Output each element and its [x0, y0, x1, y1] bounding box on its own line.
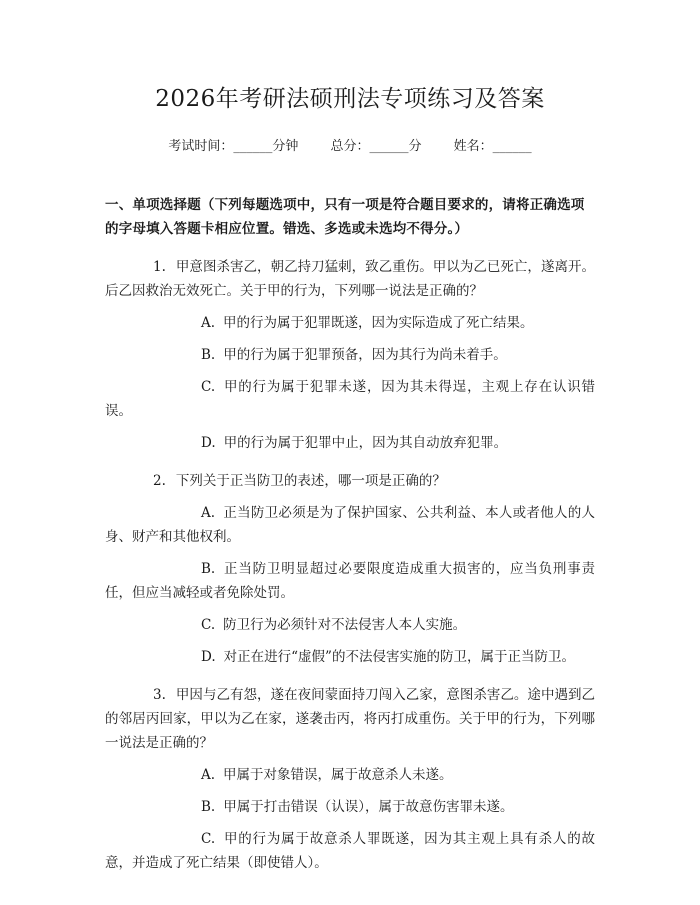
question-stem — [105, 255, 595, 303]
option-letter: C. — [201, 617, 216, 633]
option-text: 甲的行为属于故意杀人罪既遂，因为其主观上具有杀人的故意，并造成了死亡结果（即使错人）。 — [105, 831, 595, 871]
total-score-field: 总分：______分 — [330, 139, 422, 154]
question-stem — [105, 469, 595, 493]
question-1 — [105, 255, 595, 455]
document-title: 2026年考研法硕刑法专项练习及答案 — [155, 86, 545, 112]
option-c — [105, 375, 595, 423]
option-letter: C. — [201, 379, 216, 395]
question-number: 1. — [153, 259, 166, 275]
option-b — [105, 343, 595, 367]
exam-meta-line — [105, 137, 595, 157]
option-text: 甲的行为属于犯罪预备，因为其行为尚未着手。 — [223, 347, 507, 363]
option-d — [105, 431, 595, 455]
question-text: 甲因与乙有怨，遂在夜间蒙面持刀闯入乙家，意图杀害乙。途中遇到乙的邻居丙回家，甲以为乙在家，遂袭击丙，将丙打成重伤。关于甲的行为，下列哪一说法是正确的？ — [105, 687, 595, 751]
option-letter: B. — [201, 561, 216, 577]
section-heading-line-2: 的字母填入答题卡相应位置。错选、多选或未选均不得分。） — [105, 221, 469, 237]
question-text: 甲意图杀害乙，朝乙持刀猛刺，致乙重伤。甲以为乙已死亡，遂离开。后乙因救治无效死亡。关于甲的行为，下列哪一说法是正确的？ — [105, 259, 595, 299]
option-text: 甲的行为属于犯罪未遂，因为其未得逞，主观上存在认识错误。 — [105, 379, 595, 419]
question-2 — [105, 469, 595, 669]
option-a — [105, 763, 595, 787]
question-number: 3. — [153, 687, 166, 703]
option-letter: A. — [201, 315, 216, 331]
question-stem — [105, 683, 595, 755]
question-number: 2. — [153, 473, 166, 489]
option-text: 对正在进行“虚假”的不法侵害实施的防卫，属于正当防卫。 — [223, 649, 575, 665]
option-b — [105, 557, 595, 605]
section-heading-line-1: 一、单项选择题（下列每题选项中，只有一项是符合题目要求的，请将正确选项 — [105, 197, 585, 213]
option-text: 甲属于对象错误，属于故意杀人未遂。 — [223, 767, 453, 783]
option-letter: A. — [201, 505, 216, 521]
student-name-field: 姓名：______ — [453, 139, 532, 154]
question-text: 下列关于正当防卫的表述，哪一项是正确的？ — [175, 473, 446, 489]
option-b — [105, 795, 595, 819]
option-text: 甲的行为属于犯罪中止，因为其自动放弃犯罪。 — [223, 435, 508, 451]
option-d — [105, 645, 595, 669]
option-a — [105, 501, 595, 549]
option-text: 正当防卫明显超过必要限度造成重大损害的，应当负刑事责任，但应当减轻或者免除处罚。 — [105, 561, 595, 601]
option-text: 甲的行为属于犯罪既遂，因为实际造成了死亡结果。 — [223, 315, 534, 331]
exam-time-field: 考试时间：______分钟 — [168, 139, 299, 154]
option-a — [105, 311, 595, 335]
option-letter: D. — [201, 649, 216, 665]
option-letter: B. — [201, 799, 216, 815]
option-letter: C. — [201, 831, 216, 847]
question-3 — [105, 683, 595, 875]
option-c — [105, 827, 595, 875]
option-letter: B. — [201, 347, 216, 363]
option-text: 正当防卫必须是为了保护国家、公共利益、本人或者他人的人身、财产和其他权利。 — [105, 505, 595, 545]
section-heading — [105, 193, 595, 241]
option-text: 甲属于打击错误（认误），属于故意伤害罪未遂。 — [223, 799, 514, 815]
option-text: 防卫行为必须针对不法侵害人本人实施。 — [223, 617, 467, 633]
option-letter: A. — [201, 767, 216, 783]
option-c — [105, 613, 595, 637]
option-letter: D. — [201, 435, 216, 451]
